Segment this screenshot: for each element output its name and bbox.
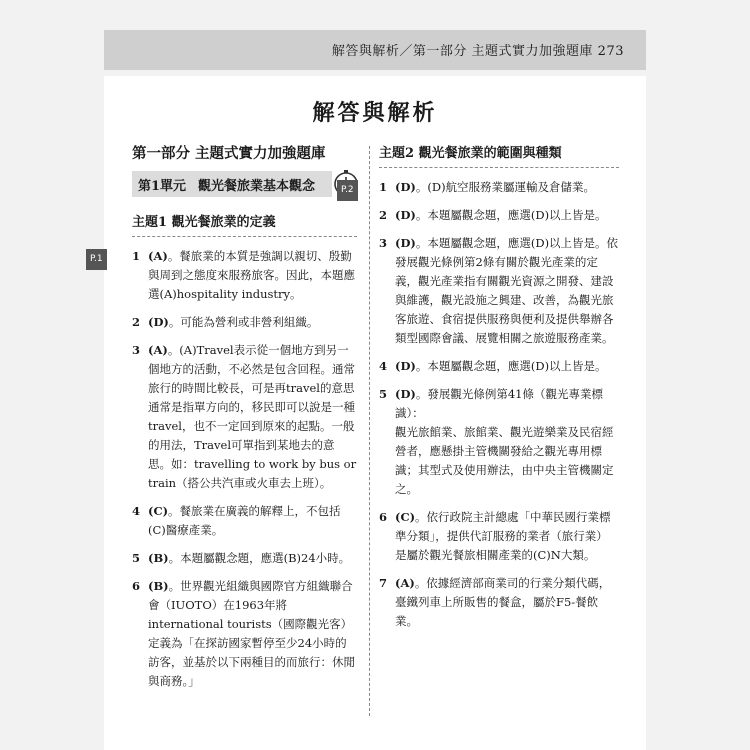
answer-item <box>132 549 357 568</box>
item-text: 。可能為營利或非營利組織。 <box>168 315 319 329</box>
answer-item <box>132 313 357 332</box>
item-text: 。依據經濟部商業司的行業分類代碼，臺鐵列車上所販售的餐盒，屬於F5-餐飲業。 <box>395 576 611 628</box>
item-answer: (D) <box>395 208 416 222</box>
answer-item <box>379 508 619 565</box>
item-text: 。依行政院主計總處「中華民國行業標準分類」，提供代訂服務的業者（旅行業）是屬於觀光餐旅相關產業的(C)N大類。 <box>395 510 611 562</box>
part-title: 第一部分 主題式實力加強題庫 <box>132 145 326 162</box>
running-header <box>104 30 646 70</box>
answer-item <box>379 357 619 376</box>
answer-item <box>132 577 357 691</box>
item-number: 4 <box>379 359 388 373</box>
item-number: 2 <box>379 208 388 222</box>
unit-label: 第1單元 <box>138 178 187 194</box>
item-text: 。(A)Travel表示從一個地方到另一個地方的活動，不必然是包含回程。通常旅行的時間比較長，可是再travel的意思通常是指單方向的，移民即可以說是一種travel，也不一定回到原來的起點。一般的用法，Travel可單指到某地去的意思。如：travelling to work by bus or train（搭公共汽車或火車去上班）。 <box>148 343 357 490</box>
right-column <box>341 142 619 640</box>
item-number: 5 <box>379 387 388 401</box>
answer-item <box>132 341 357 493</box>
topic-title: 主題1 觀光餐旅業的定義 <box>132 211 357 237</box>
item-text: 。餐旅業的本質是強調以親切、殷勤與周到之態度來服務旅客。因此，本題應選(A)hospitality industry。 <box>148 249 355 301</box>
item-text: 。本題屬觀念題，應選(B)24小時。 <box>168 551 351 565</box>
item-number: 4 <box>132 504 141 518</box>
item-text: 。餐旅業在廣義的解釋上，不包括(C)醫療產業。 <box>148 504 341 537</box>
item-number: 3 <box>379 236 388 250</box>
item-number: 7 <box>379 576 388 590</box>
item-number: 6 <box>132 579 141 593</box>
item-number: 5 <box>132 551 141 565</box>
running-head-text: 解答與解析／第一部分 主題式實力加強題庫 273 <box>331 44 624 59</box>
page-body <box>90 76 646 750</box>
unit-banner <box>132 171 332 197</box>
column-divider <box>369 146 370 716</box>
item-answer: (D) <box>395 359 416 373</box>
item-answer: (A) <box>148 249 168 263</box>
item-text: 。本題屬觀念題，應選(D)以上皆是。 <box>415 359 607 373</box>
item-number: 6 <box>379 510 388 524</box>
item-text: 。世界觀光組織與國際官方組織聯合會（IUOTO）在1963年將international tourists（國際觀光客）定義為「在探訪國家暫停至少24小時的訪客，並基於以下兩種目的而旅行：休閒與商務。」 <box>148 579 355 688</box>
item-answer: (B) <box>148 551 169 565</box>
answer-item <box>132 502 357 540</box>
item-text: 。發展觀光條例第41條（觀光專業標識）： <box>395 387 603 420</box>
item-answer: (C) <box>395 510 416 524</box>
item-answer: (C) <box>148 504 169 518</box>
topic-title: 主題2 觀光餐旅業的範圍與種類 <box>379 142 619 168</box>
item-answer: (A) <box>395 576 415 590</box>
item-answer: (B) <box>148 579 169 593</box>
answer-item <box>341 178 619 197</box>
item-answer: (D) <box>148 315 169 329</box>
page-ref-tag: P.2 <box>337 180 358 201</box>
item-answer: (A) <box>148 343 168 357</box>
item-number: 1 <box>132 249 141 263</box>
item-number: 1 <box>379 180 388 194</box>
item-text: 。本題屬觀念題，應選(D)以上皆是。依發展觀光條例第2條有關於觀光產業的定義，觀光產業指有關觀光資源之開發、建設與維護，觀光設施之興建、改善，為觀光旅客旅遊、食宿提供服務與便利及提供舉辦各類型國際會議、展覽相關之旅遊服務產業。 <box>395 236 619 345</box>
item-number: 2 <box>132 315 141 329</box>
answer-item <box>379 574 619 631</box>
item-number: 3 <box>132 343 141 357</box>
left-column <box>90 142 357 700</box>
item-text: 。本題屬觀念題，應選(D)以上皆是。 <box>415 208 607 222</box>
answer-item <box>379 385 619 499</box>
answer-item <box>379 206 619 225</box>
item-answer: (D) <box>395 236 416 250</box>
item-subtext: 觀光旅館業、旅館業、觀光遊樂業及民宿經營者，應懸掛主管機關發給之觀光專用標識；其型式及使用辦法，由中央主管機關定之。 <box>395 425 614 496</box>
item-answer: (D) <box>395 387 416 401</box>
item-text: 。(D)航空服務業屬運輸及倉儲業。 <box>415 180 596 194</box>
page-title: 解答與解析 <box>312 100 438 126</box>
unit-name: 觀光餐旅業基本觀念 <box>198 178 316 194</box>
page-ref-tag: P.1 <box>86 249 107 270</box>
answer-item <box>90 247 357 304</box>
item-answer: (D) <box>395 180 416 194</box>
answer-item <box>379 234 619 348</box>
